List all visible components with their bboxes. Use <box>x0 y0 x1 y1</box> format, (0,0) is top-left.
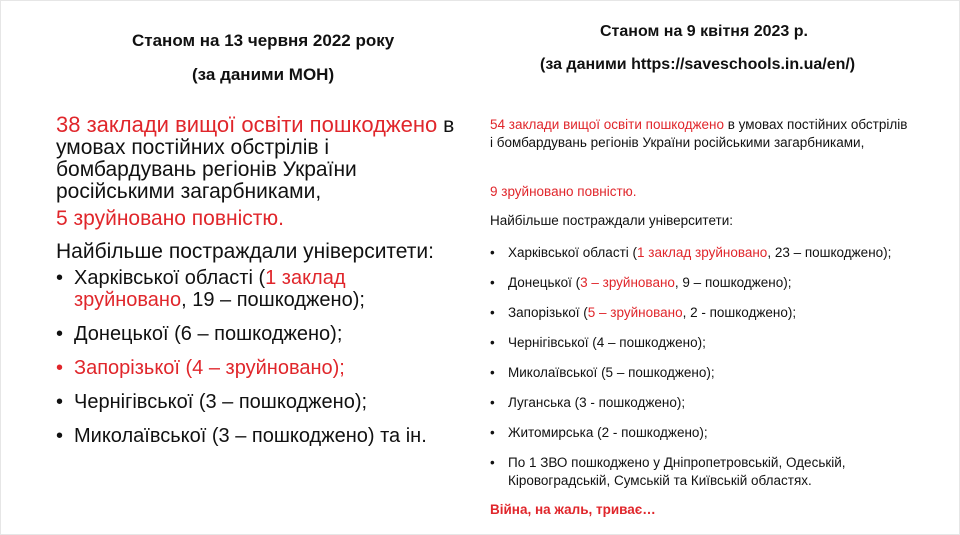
list-item: • Чернігівської (3 – пошкоджено); <box>56 391 456 413</box>
list-item: • Миколаївської (5 – пошкоджено); <box>490 364 950 382</box>
list-item: • Донецької (6 – пошкоджено); <box>56 323 456 345</box>
left-heading-date: Станом на 13 червня 2022 року <box>132 31 395 50</box>
right-lead-paragraph <box>490 116 910 152</box>
list-item: • Запорізької (4 – зруйновано); <box>56 357 456 379</box>
left-most-affected-heading: Найбільше постраждали університети: <box>56 240 434 263</box>
right-most-affected-heading: Найбільше постраждали університети: <box>490 213 733 228</box>
right-heading-source: (за даними https://saveschools.in.ua/en/) <box>540 56 856 73</box>
list-item: • Запорізької (5 – зруйновано, 2 - пошкоджено); <box>490 304 950 322</box>
right-heading-date: Станом на 9 квітня 2023 р. <box>600 23 808 40</box>
left-lead-text: в умовах постійних обстрілів і бомбардувань регіонів України російськими загарбниками, <box>56 114 455 203</box>
left-university-list <box>56 267 456 459</box>
left-destroyed-count: 5 зруйновано повністю. <box>56 207 284 230</box>
left-damaged-count: 38 заклади вищої освіти пошкоджено <box>56 112 438 137</box>
right-destroyed-count: 9 зруйновано повністю. <box>490 184 637 199</box>
list-item: • Харківської області (1 заклад зруйновано, 19 – пошкоджено); <box>56 267 456 311</box>
left-lead-paragraph <box>56 114 461 203</box>
war-continues-note: Війна, на жаль, триває… <box>490 502 656 517</box>
left-heading-source: (за даними МОН) <box>192 65 335 84</box>
list-item: • Харківської області (1 заклад зруйновано, 23 – пошкоджено); <box>490 244 950 262</box>
list-item: • Донецької (3 – зруйновано, 9 – пошкоджено); <box>490 274 950 292</box>
list-item: • По 1 ЗВО пошкоджено у Дніпропетровській, Одеській, Кіровоградській, Сумській та Київській областях. <box>490 454 950 490</box>
right-university-list <box>490 244 950 502</box>
right-lead-text: в умовах постійних обстрілів і бомбардувань регіонів України російськими загарбниками, <box>490 117 908 150</box>
list-item: • Миколаївської (3 – пошкоджено) та ін. <box>56 425 456 447</box>
list-item: • Луганська (3 - пошкоджено); <box>490 394 950 412</box>
list-item: • Житомирська (2 - пошкоджено); <box>490 424 950 442</box>
right-damaged-count: 54 заклади вищої освіти пошкоджено <box>490 117 724 132</box>
list-item: • Чернігівської (4 – пошкоджено); <box>490 334 950 352</box>
